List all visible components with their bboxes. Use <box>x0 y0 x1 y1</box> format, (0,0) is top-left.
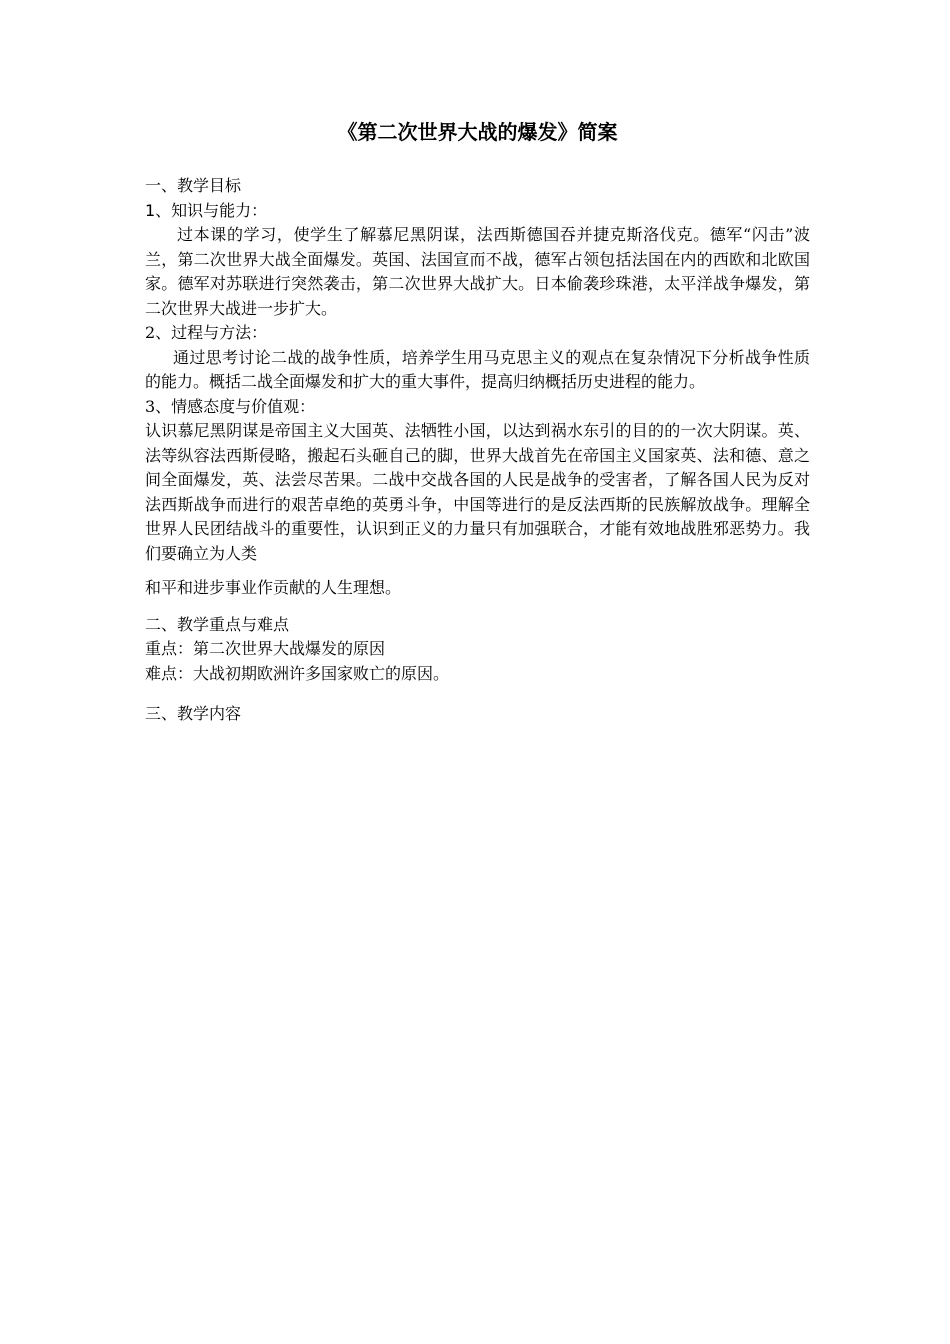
section-heading-content: 三、教学内容 <box>145 704 242 723</box>
key-point-text: 重点：第二次世界大战爆发的原因 <box>145 639 386 658</box>
section-heading-key-difficult: 二、教学重点与难点 <box>145 614 290 634</box>
subheading-emotion-values: 3、情感态度与价值观： <box>145 396 316 416</box>
difficult-point-text: 难点：大战初期欧洲许多国家败亡的原因。 <box>145 663 450 683</box>
paragraph-emotion-values-tail: 和平和进步事业作贡献的人生理想。 <box>145 578 402 597</box>
section-heading-objectives: 一、教学目标 <box>145 176 242 195</box>
paragraph-emotion-values: 认识慕尼黑阴谋是帝国主义大国英、法牺牲小国，以达到祸水东引的目的的一次大阴谋。英、法等纵容法西斯侵略，搬起石头砸自己的脚，世界大战首先在帝国主义国家英、法和德、意之间全面爆发，英、法尝尽苦果。二战中交战各国的人民是战争的受害者，了解各国人民为反对法西斯战争而进行的艰苦卓绝的英勇斗争，中国等进行的是反法西斯的民族解放战争。理解全世界人民团结战斗的重要性，认识到正义的力量只有加强联合，才能有效地战胜邪恶势力。我们要确立为人类 <box>145 421 810 563</box>
document-title: 《第二次世界大战的爆发》简案 <box>337 120 618 144</box>
paragraph-process-method: 通过思考讨论二战的战争性质，培养学生用马克思主义的观点在复杂情况下分析战争性质的能力。概括二战全面爆发和扩大的重大事件，提高归纳概括历史进程的能力。 <box>145 347 810 391</box>
document-page <box>145 118 810 727</box>
paragraph-knowledge-ability: 过本课的学习，使学生了解慕尼黑阴谋，法西斯德国吞并捷克斯洛伐克。德军“闪击”波兰，第二次世界大战全面爆发。英国、法国宣而不战，德军占领包括法国在内的西欧和北欧国家。德军对苏联进行突然袭击，第二次世界大战扩大。日本偷袭珍珠港，太平洋战争爆发，第二次世界大战进一步扩大。 <box>145 225 810 318</box>
subheading-knowledge-ability: 1、知识与能力： <box>145 200 268 220</box>
subheading-process-method: 2、过程与方法： <box>145 323 268 342</box>
